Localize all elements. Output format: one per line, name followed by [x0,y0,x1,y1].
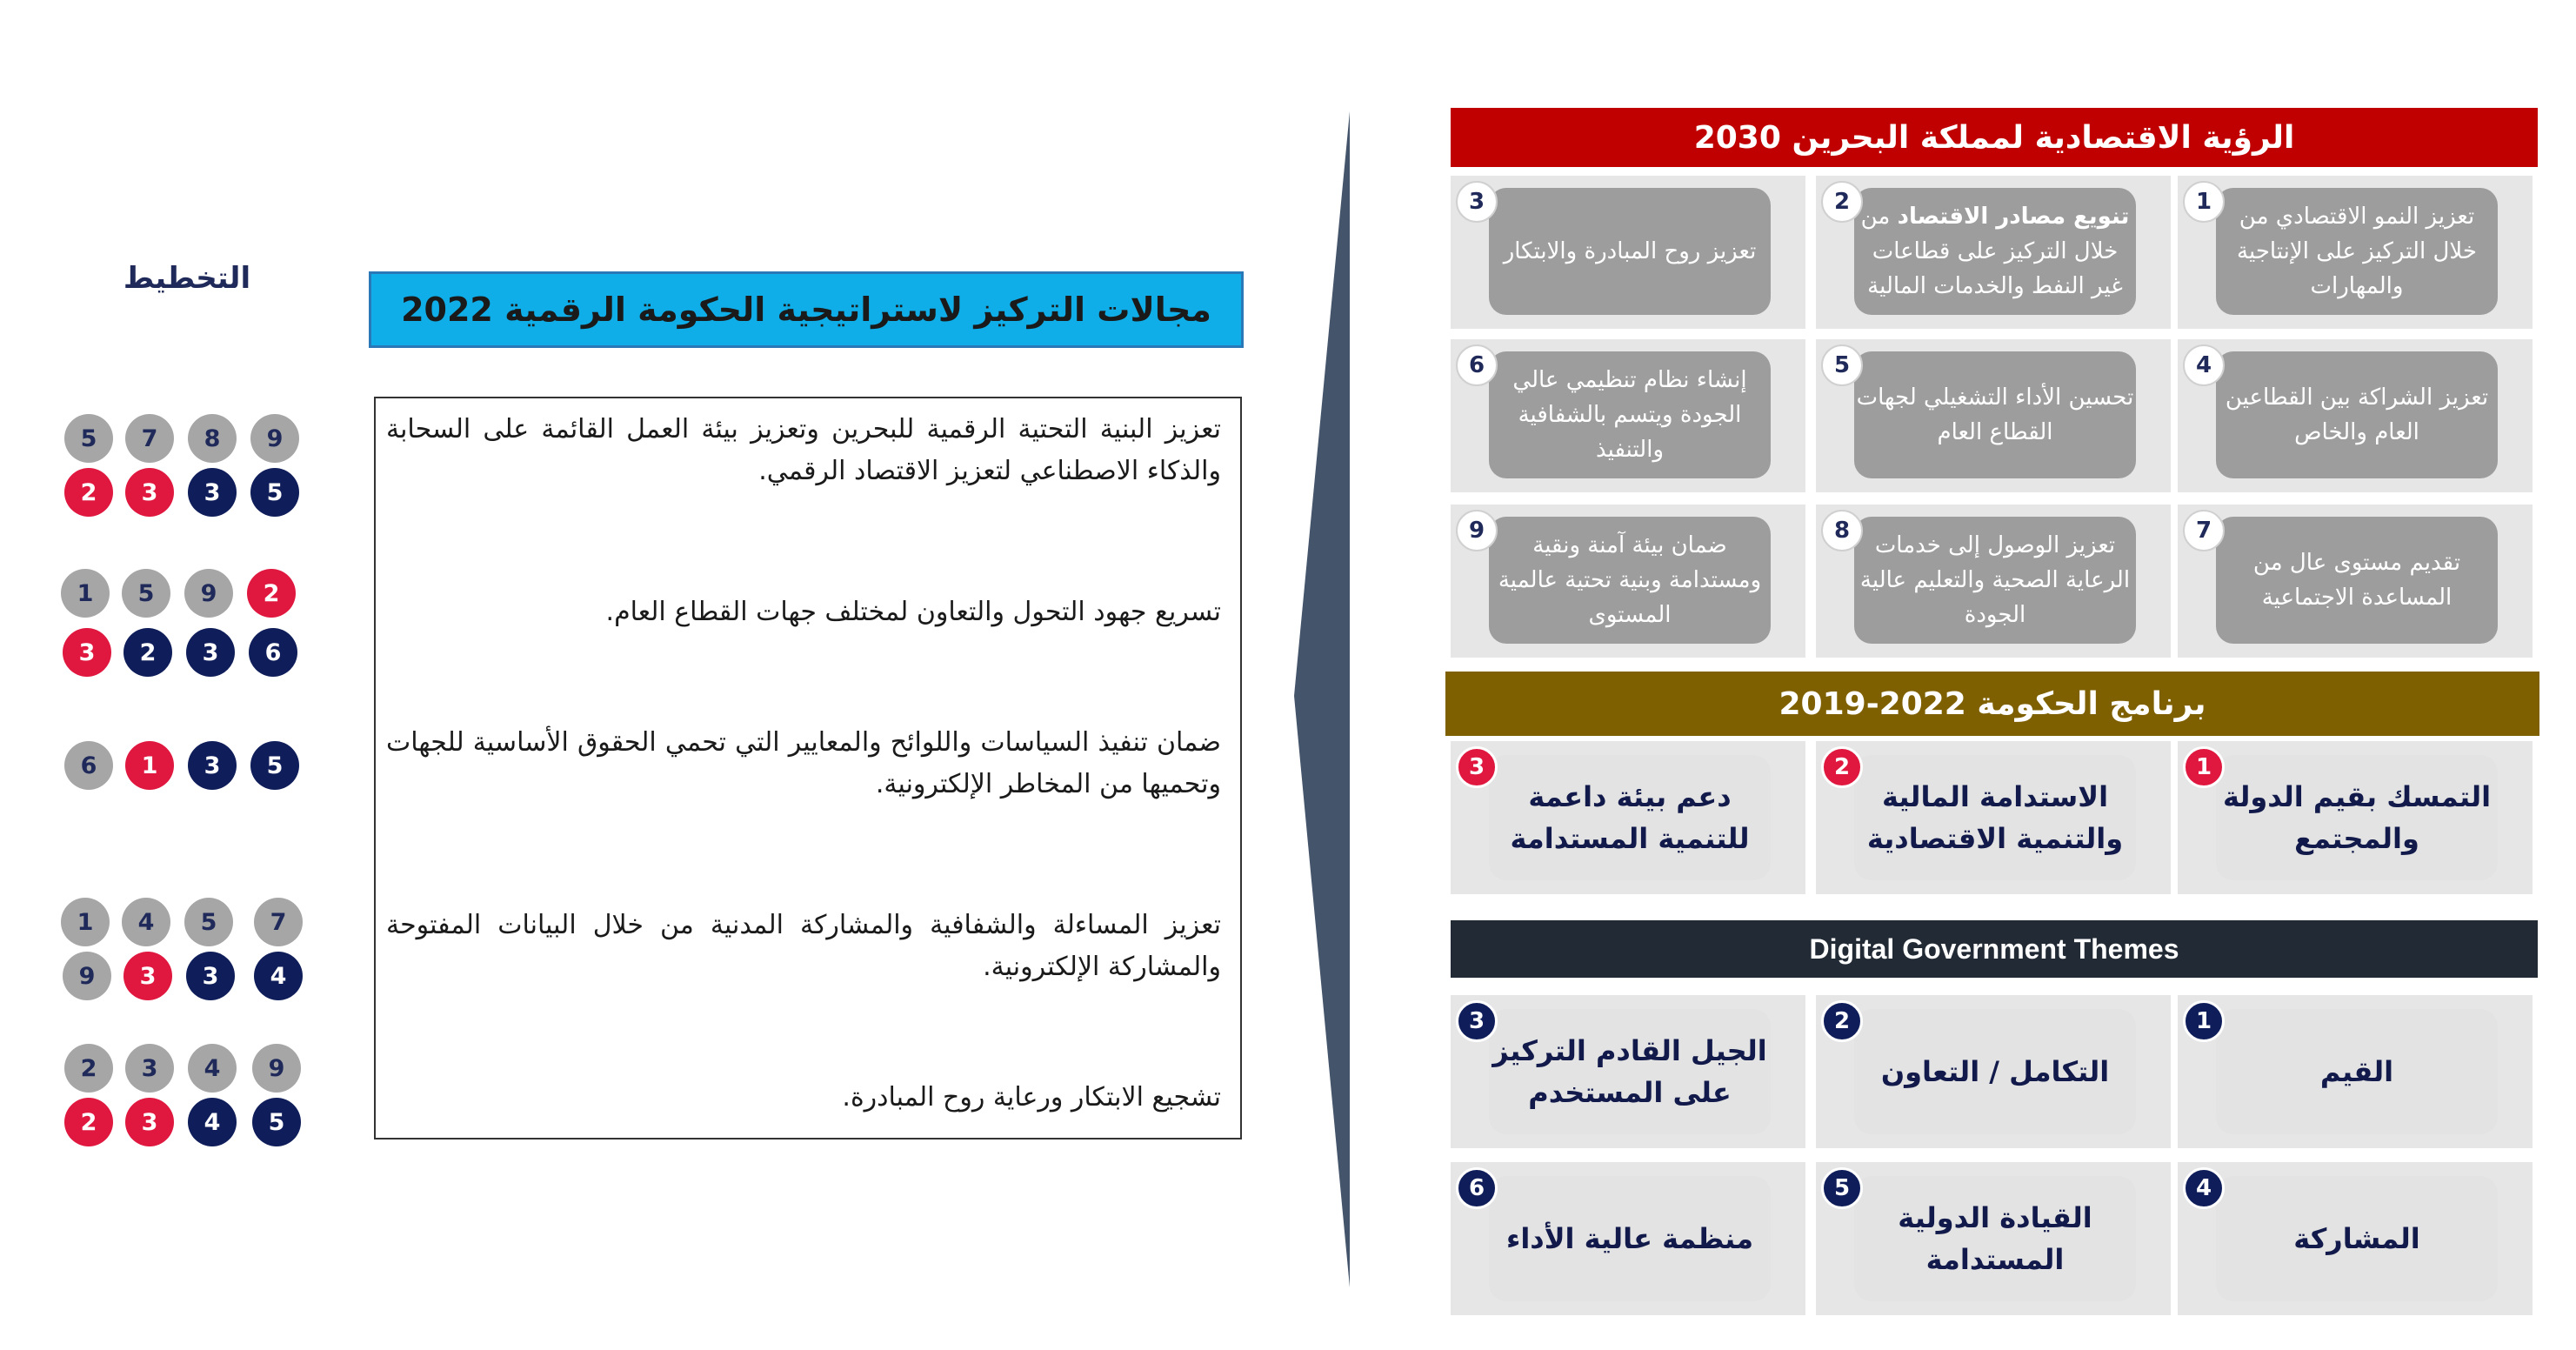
themes-cell [1816,1162,2171,1315]
planning-dot: 7 [254,898,303,946]
government-number-badge: 2 [1821,746,1863,788]
planning-dot: 3 [125,1044,174,1093]
arrow-shape [1294,111,1350,1287]
themes-title-bar: Digital Government Themes [1451,920,2538,978]
vision-number-badge: 7 [2183,510,2225,551]
vision-item-text: تحسين الأداء التشغيلي لجهات القطاع العام [1854,351,2136,478]
vision-number-badge: 5 [1821,344,1863,386]
vision-cell [1816,176,2171,329]
planning-dot: 3 [125,1098,174,1146]
themes-item-text: منظمة عالية الأداء [1489,1176,1771,1301]
themes-cell [1816,995,2171,1148]
vision-number-badge: 2 [1821,181,1863,223]
planning-dot: 1 [61,898,110,946]
planning-dot: 2 [64,1098,113,1146]
government-item-text: التمسك بقيم الدولة والمجتمع [2216,755,2498,880]
planning-dot: 2 [64,468,113,517]
vision-item-text: تعزيز الوصول إلى خدمات الرعاية الصحية والتعليم عالية الجودة [1854,517,2136,644]
vision-item-text: ضمان بيئة آمنة ونقية ومستدامة وبنية تحتية عالمية المستوى [1489,517,1771,644]
themes-number-badge: 5 [1821,1167,1863,1209]
themes-cell [2178,1162,2533,1315]
government-item-text: دعم بيئة داعمة للتنمية المستدامة [1489,755,1771,880]
themes-cell [1451,995,1805,1148]
vision-item-text: تعزيز النمو الاقتصادي من خلال التركيز على الإنتاجية والمهارات [2216,188,2498,315]
planning-dot: 7 [125,414,174,463]
planning-dot: 8 [188,414,237,463]
vision-item-rest: من خلال التركيز على قطاعات غير النفط والخدمات المالية [1860,204,2123,299]
vision-item-text: تعزيز الشراكة بين القطاعين العام والخاص [2216,351,2498,478]
planning-dot: 6 [249,628,297,677]
planning-dot: 4 [188,1044,237,1093]
government-number-badge: 1 [2183,746,2225,788]
themes-number-badge: 4 [2183,1167,2225,1209]
government-cell [1816,741,2171,894]
focus-item-2: تسريع جهود التحول والتعاون لمختلف جهات القطاع العام. [605,597,1221,627]
planning-dot: 3 [63,628,111,677]
themes-number-badge: 2 [1821,1000,1863,1042]
planning-dot: 5 [250,741,299,790]
planning-dot: 1 [125,741,174,790]
themes-number-badge: 1 [2183,1000,2225,1042]
planning-dot: 3 [188,741,237,790]
focus-areas-box [374,397,1242,1139]
themes-number-badge: 6 [1456,1167,1498,1209]
vision-cell [1451,339,1805,492]
planning-dot: 6 [64,741,113,790]
vision-number-badge: 8 [1821,510,1863,551]
planning-dot: 9 [252,1044,301,1093]
planning-dot: 2 [247,569,296,618]
planning-title: التخطيط [123,261,251,296]
vision-item-text: إنشاء نظام تنظيمي عالي الجودة ويتسم بالشفافية والتنفيذ [1489,351,1771,478]
vision-cell [2178,505,2533,658]
vision-cell [1451,505,1805,658]
planning-dot: 9 [250,414,299,463]
planning-dot: 1 [61,569,110,618]
government-item-text: الاستدامة المالية والتنمية الاقتصادية [1854,755,2136,880]
government-number-badge: 3 [1456,746,1498,788]
vision-number-badge: 3 [1456,181,1498,223]
vision-cell [1451,176,1805,329]
planning-dot: 5 [184,898,233,946]
planning-dot: 4 [188,1098,237,1146]
vision-cell [1816,505,2171,658]
vision-item-text: تقديم مستوى عال من المساعدة الاجتماعية [2216,517,2498,644]
vision-number-badge: 4 [2183,344,2225,386]
vision-item-text [1854,188,2136,315]
vision-number-badge: 6 [1456,344,1498,386]
focus-item-3: ضمان تنفيذ السياسات واللوائح والمعايير التي تحمي الحقوق الأساسية للجهات وتحميها من المخاطر الإلكترونية. [386,727,1221,799]
vision-cell [1816,339,2171,492]
planning-dot: 5 [64,414,113,463]
planning-dot: 9 [63,952,111,1000]
themes-cell [1451,1162,1805,1315]
focus-item-1: تعزيز البنية التحتية الرقمية للبحرين وتعزيز بيئة العمل القائمة على السحابة والذكاء الاصطناعي لتعزيز الاقتصاد الرقمي. [386,414,1221,486]
focus-item-4: تعزيز المساءلة والشفافية والمشاركة المدنية من خلال البيانات المفتوحة والمشاركة الإلكترونية. [386,910,1221,982]
government-cell [2178,741,2533,894]
themes-item-text: الجيل القادم التركيز على المستخدم [1489,1009,1771,1134]
themes-item-text: القيادة الدولية المستدامة [1854,1176,2136,1301]
government-title-bar: برنامج الحكومة 2022-2019 [1445,672,2539,736]
planning-dot: 9 [184,569,233,618]
vision-number-badge: 1 [2183,181,2225,223]
vision-item-bold: تنويع مصادر الاقتصاد [1897,204,2130,230]
arrow-separator [1287,104,1357,1296]
vision-item-text: تعزيز روح المبادرة والابتكار [1489,188,1771,315]
themes-item-text: التكامل / التعاون [1854,1009,2136,1134]
themes-item-text: المشاركة [2216,1176,2498,1301]
focus-item-5: تشجيع الابتكار ورعاية روح المبادرة. [842,1082,1221,1113]
planning-dot: 2 [123,628,172,677]
vision-number-badge: 9 [1456,510,1498,551]
themes-number-badge: 3 [1456,1000,1498,1042]
government-cell [1451,741,1805,894]
planning-dot: 2 [64,1044,113,1093]
planning-dot: 4 [254,952,303,1000]
planning-dot: 5 [250,468,299,517]
planning-dot: 3 [125,468,174,517]
planning-dot: 3 [123,952,172,1000]
planning-dot: 5 [252,1098,301,1146]
vision-cell [2178,176,2533,329]
planning-dot: 3 [186,952,235,1000]
planning-dot: 5 [122,569,170,618]
focus-header: مجالات التركيز لاستراتيجية الحكومة الرقمية 2022 [369,271,1244,348]
themes-item-text: القيم [2216,1009,2498,1134]
vision-title-bar: الرؤية الاقتصادية لمملكة البحرين 2030 [1451,108,2538,167]
planning-dot: 3 [186,628,235,677]
planning-dot: 4 [122,898,170,946]
vision-cell [2178,339,2533,492]
themes-cell [2178,995,2533,1148]
planning-dot: 3 [188,468,237,517]
